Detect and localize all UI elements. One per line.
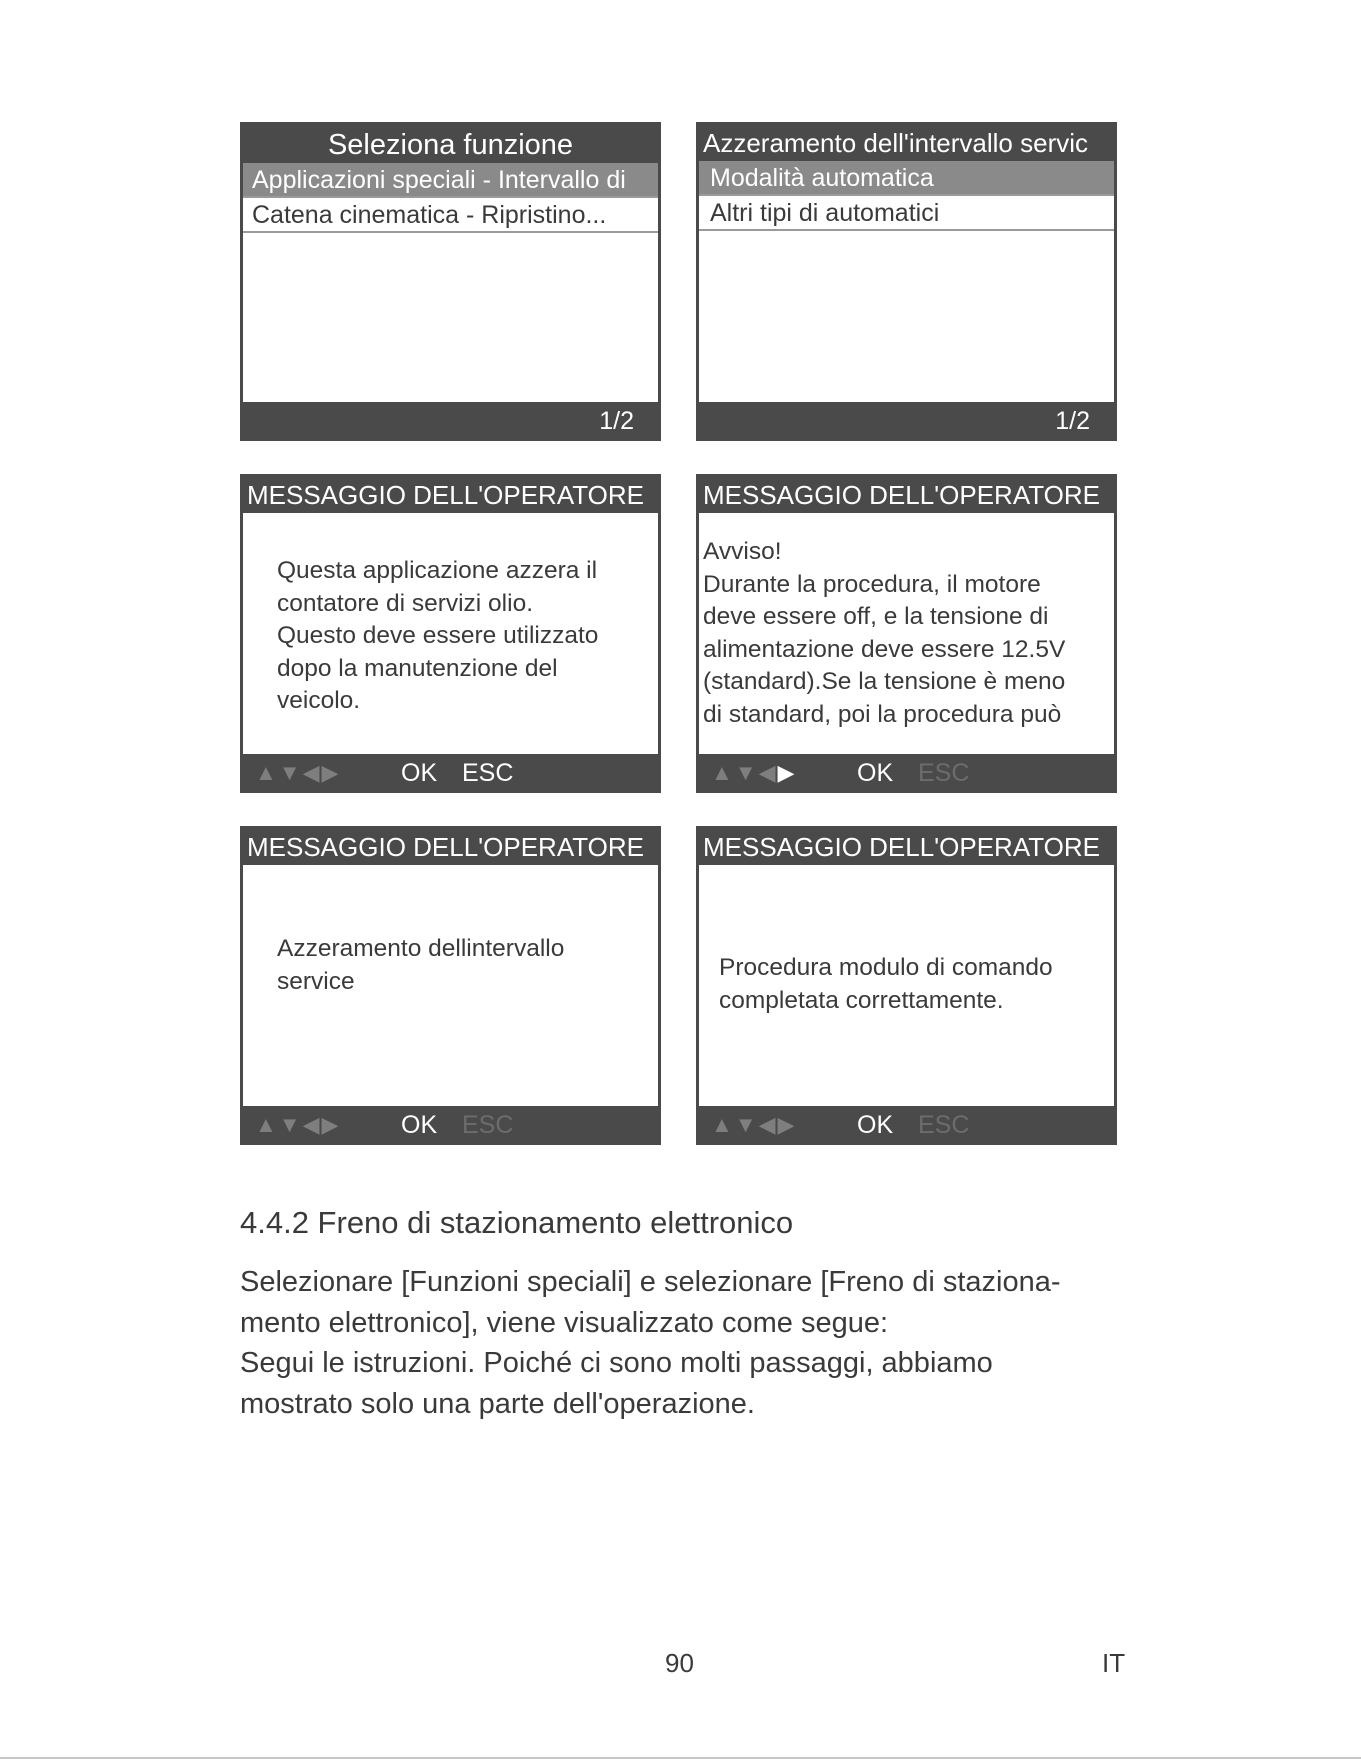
arrow-down-icon: ▼ — [278, 760, 303, 785]
page-bottom-rule — [0, 1757, 1361, 1759]
screen-footer — [243, 1106, 658, 1142]
arrow-right-icon: ▶ — [321, 1112, 341, 1137]
menu-item-drivetrain-reset[interactable]: Catena cinematica - Ripristino... — [243, 198, 658, 233]
message-body: Azzeramento dellintervallo service — [277, 935, 565, 995]
navigation-keys — [255, 1106, 340, 1144]
esc-button[interactable]: ESC — [462, 759, 514, 787]
menu-item-other-automatic[interactable]: Altri tipi di automatici — [699, 196, 1114, 231]
language-code: IT — [1102, 1648, 1126, 1678]
menu-item-special-applications[interactable]: Applicazioni speciali - Intervallo di — [243, 163, 658, 198]
arrow-right-icon: ▶ — [777, 1112, 797, 1137]
screen-title: MESSAGGIO DELL'OPERATORE — [243, 829, 658, 865]
operator-message-screen-4 — [696, 826, 1117, 1145]
navigation-keys — [711, 754, 796, 792]
screen-footer — [699, 754, 1114, 790]
message-body: Questa applicazione azzera il contatore di servizi olio. Questo deve essere utilizzato dopo la manutenzione del veicolo. — [277, 557, 599, 714]
esc-button: ESC — [918, 759, 970, 787]
section-paragraph: Selezionare [Funzioni speciali] e selezionare [Freno di staziona- mento elettronico], viene visualizzato come segue: Segui le istruzioni. Poiché ci sono molti passaggi, abbiamo mostrato solo una parte dell'operazione. — [240, 1266, 1061, 1420]
arrow-left-icon: ◀ — [302, 1112, 322, 1137]
screen-title: MESSAGGIO DELL'OPERATORE — [699, 477, 1114, 513]
message-body: Avviso! Durante la procedura, il motore deve essere off, e la tensione di alimentazione deve essere 12.5V (standard).Se la tensione è meno di standard, poi la procedura può — [703, 538, 1066, 728]
arrow-right-icon: ▶ — [321, 760, 341, 785]
esc-button: ESC — [918, 1111, 970, 1139]
arrow-left-icon: ◀ — [302, 760, 322, 785]
service-reset-screen — [696, 122, 1117, 441]
esc-button: ESC — [462, 1111, 514, 1139]
arrow-right-icon[interactable]: ▶ — [777, 760, 797, 785]
page-number: 90 — [665, 1648, 694, 1678]
navigation-keys — [711, 1106, 796, 1144]
arrow-down-icon: ▼ — [734, 1112, 759, 1137]
message-body: Procedura modulo di comando completata correttamente. — [719, 954, 1053, 1014]
arrow-down-icon: ▼ — [734, 760, 759, 785]
operator-message-screen-1 — [240, 474, 661, 793]
page-indicator: 1/2 — [599, 407, 634, 435]
page-indicator: 1/2 — [1055, 407, 1090, 435]
screen-title: Seleziona funzione — [243, 125, 658, 163]
ok-button[interactable]: OK — [401, 759, 438, 787]
arrow-down-icon: ▼ — [278, 1112, 303, 1137]
operator-message-screen-3 — [240, 826, 661, 1145]
ok-button[interactable]: OK — [857, 759, 894, 787]
section-heading: 4.4.2 Freno di stazionamento elettronico — [240, 1205, 794, 1240]
operator-message-screen-2 — [696, 474, 1117, 793]
screen-title: MESSAGGIO DELL'OPERATORE — [243, 477, 658, 513]
screen-footer — [699, 1106, 1114, 1142]
screen-footer — [699, 402, 1114, 438]
arrow-up-icon: ▲ — [255, 1112, 279, 1137]
ok-button[interactable]: OK — [401, 1111, 438, 1139]
screen-title: Azzeramento dell'intervallo servic — [699, 125, 1114, 161]
screen-title: MESSAGGIO DELL'OPERATORE — [699, 829, 1114, 865]
screen-footer — [243, 754, 658, 790]
ok-button[interactable]: OK — [857, 1111, 894, 1139]
navigation-keys — [255, 754, 340, 792]
select-function-screen — [240, 122, 661, 441]
screen-footer — [243, 402, 658, 438]
arrow-up-icon: ▲ — [255, 760, 279, 785]
arrow-left-icon: ◀ — [758, 760, 778, 785]
menu-item-automatic-mode[interactable]: Modalità automatica — [699, 161, 1114, 196]
arrow-up-icon: ▲ — [711, 760, 735, 785]
arrow-left-icon: ◀ — [758, 1112, 778, 1137]
arrow-up-icon: ▲ — [711, 1112, 735, 1137]
